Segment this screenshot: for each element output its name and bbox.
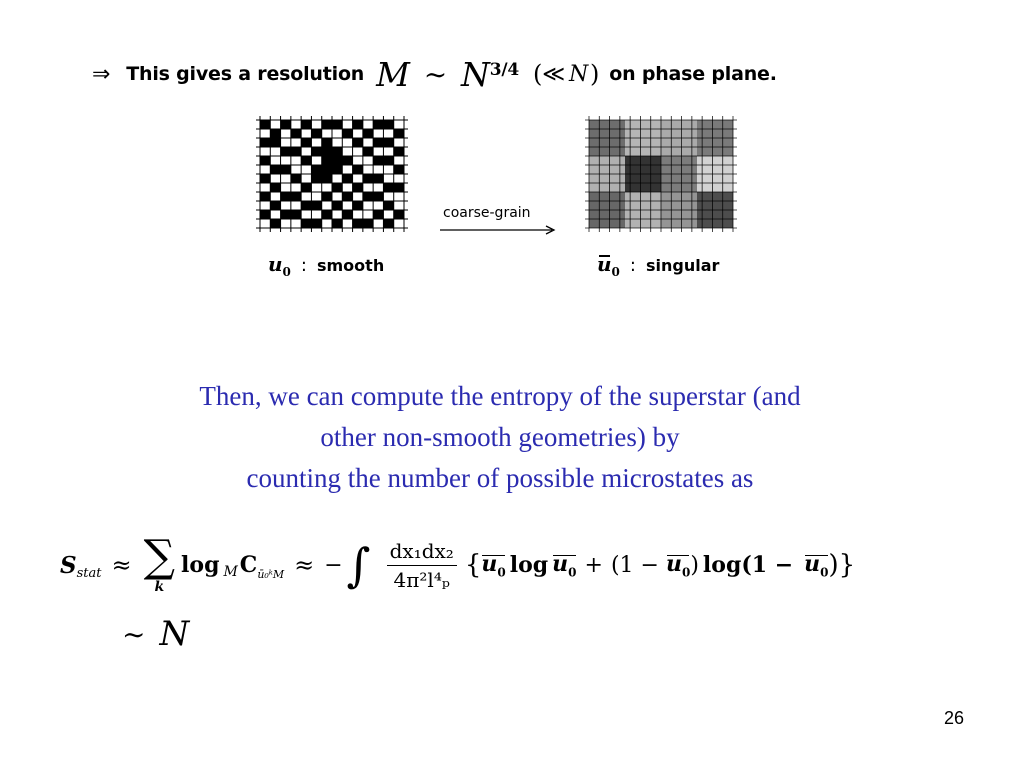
formula-log-2: log [509, 552, 549, 578]
paren-open: ( [532, 60, 543, 88]
fine-grid-cell [281, 210, 291, 219]
caption-left-colon: : [300, 255, 307, 276]
fine-grid-cell [301, 156, 311, 165]
fine-grid-cell [332, 165, 342, 174]
fine-grid-cell [281, 192, 291, 201]
formula-c: C [239, 552, 258, 578]
paragraph-line-3: counting the number of possible microstates as [246, 463, 754, 493]
explanation-paragraph [100, 376, 900, 499]
fine-grid-cell [260, 138, 270, 147]
formula-s: S [60, 551, 77, 579]
fine-grid-cell [291, 147, 301, 156]
caption-smooth [268, 252, 384, 279]
fine-grid-cell [353, 165, 363, 174]
fine-grid-cell [322, 138, 332, 147]
fine-grid-cell [291, 210, 301, 219]
fraction-numerator: dx₁dx₂ [387, 539, 457, 566]
fine-grid-cell [363, 219, 373, 228]
fine-grid-cell [394, 183, 404, 192]
formula-brace-close: )} [828, 550, 856, 580]
formula-s-sub: stat [76, 565, 102, 581]
formula-brace-open: { [464, 550, 482, 580]
fine-grid-cell [353, 219, 363, 228]
formula-plus: + [584, 552, 603, 578]
fine-grid-cell [260, 156, 270, 165]
fine-grid-cell [383, 183, 393, 192]
coarse-grid [585, 116, 737, 232]
fine-grid-cell [301, 183, 311, 192]
paragraph-line-2: other non-smooth geometries) by [320, 422, 680, 452]
formula-approx-1: ≈ [111, 551, 132, 579]
headline-text-before: This gives a resolution [126, 63, 365, 85]
fine-grid [256, 116, 408, 232]
fine-grid-cell [322, 165, 332, 174]
sim-symbol-2: ∼ [122, 617, 146, 651]
fraction-denominator: 4π²l⁴ₚ [393, 567, 450, 592]
much-less-symbol: ≪ [542, 61, 565, 87]
fine-grid-cell [394, 165, 404, 174]
fine-grid-cell [281, 165, 291, 174]
implies-arrow: ⇒ [92, 61, 111, 87]
paragraph-line-1: Then, we can compute the entropy of the superstar (and [199, 381, 801, 411]
fine-grid-cell [342, 129, 352, 138]
fine-grid-svg [256, 116, 408, 232]
caption-right-colon: : [629, 255, 636, 276]
formula-u-bar-1: $u_0$ [481, 550, 506, 580]
exponent: 3/4 [489, 60, 519, 80]
var-n-2: N [159, 614, 190, 654]
fine-grid-cell [270, 138, 280, 147]
fine-grid-cell [322, 192, 332, 201]
fine-grid-cell [353, 201, 363, 210]
fine-grid-cell [342, 156, 352, 165]
fine-grid-cell [270, 165, 280, 174]
fine-grid-cell [301, 219, 311, 228]
caption-singular [597, 252, 719, 279]
caption-left-var: $u_0$ [268, 252, 291, 279]
fine-grid-cell [363, 174, 373, 183]
paren-close: ) [590, 60, 600, 88]
fine-grid-cell [373, 174, 383, 183]
fine-grid-cell [383, 138, 393, 147]
fine-grid-cell [373, 210, 383, 219]
fine-grid-cell [281, 120, 291, 129]
formula-u-bar-3: $u_0$ [665, 550, 691, 580]
fine-grid-cell [373, 120, 383, 129]
formula-sum [143, 531, 176, 595]
formula-one-minus: (1 − [610, 552, 659, 578]
formula-log: log [181, 552, 220, 578]
fine-grid-cell [322, 210, 332, 219]
fine-grid-cell [291, 174, 301, 183]
var-n-small: N [568, 61, 589, 87]
sim-n-line [122, 614, 189, 654]
coarse-grid-svg [585, 116, 737, 232]
fine-grid-cell [332, 156, 342, 165]
fine-grid-cell [260, 120, 270, 129]
formula-log-3: log(1 − [702, 552, 794, 578]
fine-grid-cell [322, 174, 332, 183]
fine-grid-cell [311, 147, 321, 156]
caption-right-text: singular [645, 256, 720, 275]
coarse-grain-arrow [436, 200, 560, 240]
formula-integral: ∫ [346, 538, 371, 592]
fine-grid-cell [383, 219, 393, 228]
fine-grid-cell [332, 183, 342, 192]
fine-grid-cell [353, 138, 363, 147]
fine-grid-cell [363, 147, 373, 156]
fine-grid-cell [394, 147, 404, 156]
entropy-formula [60, 530, 855, 600]
fine-grid-cell [373, 156, 383, 165]
fine-grid-cell [301, 201, 311, 210]
fine-grid-cell [383, 156, 393, 165]
fine-grid-cell [270, 219, 280, 228]
formula-approx-2: ≈ [294, 551, 315, 579]
fine-grid-cell [301, 120, 311, 129]
fine-grid-cell [332, 120, 342, 129]
fine-grid-cell [332, 147, 342, 156]
formula-u-bar-4: $u_0$ [804, 550, 829, 580]
var-m: M [376, 54, 410, 94]
fine-grid-cell [353, 183, 363, 192]
headline-text-after: on phase plane. [609, 63, 777, 85]
fine-grid-cell [322, 156, 332, 165]
sum-index: k [154, 579, 165, 595]
page-number: 26 [943, 708, 964, 728]
fine-grid-cell [342, 192, 352, 201]
fine-grid-cell [311, 201, 321, 210]
fine-grid-cell [322, 147, 332, 156]
fine-grid-cell [332, 219, 342, 228]
formula-close-paren: ) [690, 552, 699, 578]
fine-grid-cell [383, 201, 393, 210]
fine-grid-cell [311, 219, 321, 228]
formula-minus: − [324, 552, 343, 578]
fine-grid-cell [270, 201, 280, 210]
fine-grid-cell [311, 165, 321, 174]
sum-symbol: ∑ [143, 531, 176, 582]
formula-u-bar-2: $u_0$ [552, 550, 577, 580]
fine-grid-cell [270, 183, 280, 192]
headline [92, 52, 777, 96]
fine-grid-cell [383, 120, 393, 129]
var-n: N [461, 54, 490, 94]
fine-grid-cell [311, 174, 321, 183]
fine-grid-cell [363, 129, 373, 138]
fine-grid-cell [322, 120, 332, 129]
fine-grid-cell [363, 192, 373, 201]
fine-grid-cell [260, 210, 270, 219]
fine-grid-cell [281, 147, 291, 156]
fine-grid-cell [342, 174, 352, 183]
fine-grid-cell [394, 129, 404, 138]
fine-grid-cell [311, 129, 321, 138]
fine-grid-cell [373, 138, 383, 147]
formula-m: M [223, 564, 238, 580]
fine-grid-cell [301, 138, 311, 147]
formula-c-sub: ū₀ᵏM [257, 567, 285, 581]
fine-grid-cell [260, 174, 270, 183]
fine-grid-cell [394, 210, 404, 219]
fine-grid-cell [332, 201, 342, 210]
fine-grid-cell [373, 192, 383, 201]
formula-fraction [387, 539, 457, 592]
fine-grid-cell [291, 192, 301, 201]
caption-right-var: $u_0$ [597, 252, 620, 279]
sim-symbol: ∼ [423, 57, 447, 91]
fine-grid-cell [342, 210, 352, 219]
coarse-grain-label: coarse-grain [443, 205, 531, 221]
fine-grid-cell [260, 192, 270, 201]
fine-grid-cell [291, 129, 301, 138]
caption-left-text: smooth [316, 256, 385, 275]
fine-grid-cell [353, 120, 363, 129]
fine-grid-cell [270, 129, 280, 138]
